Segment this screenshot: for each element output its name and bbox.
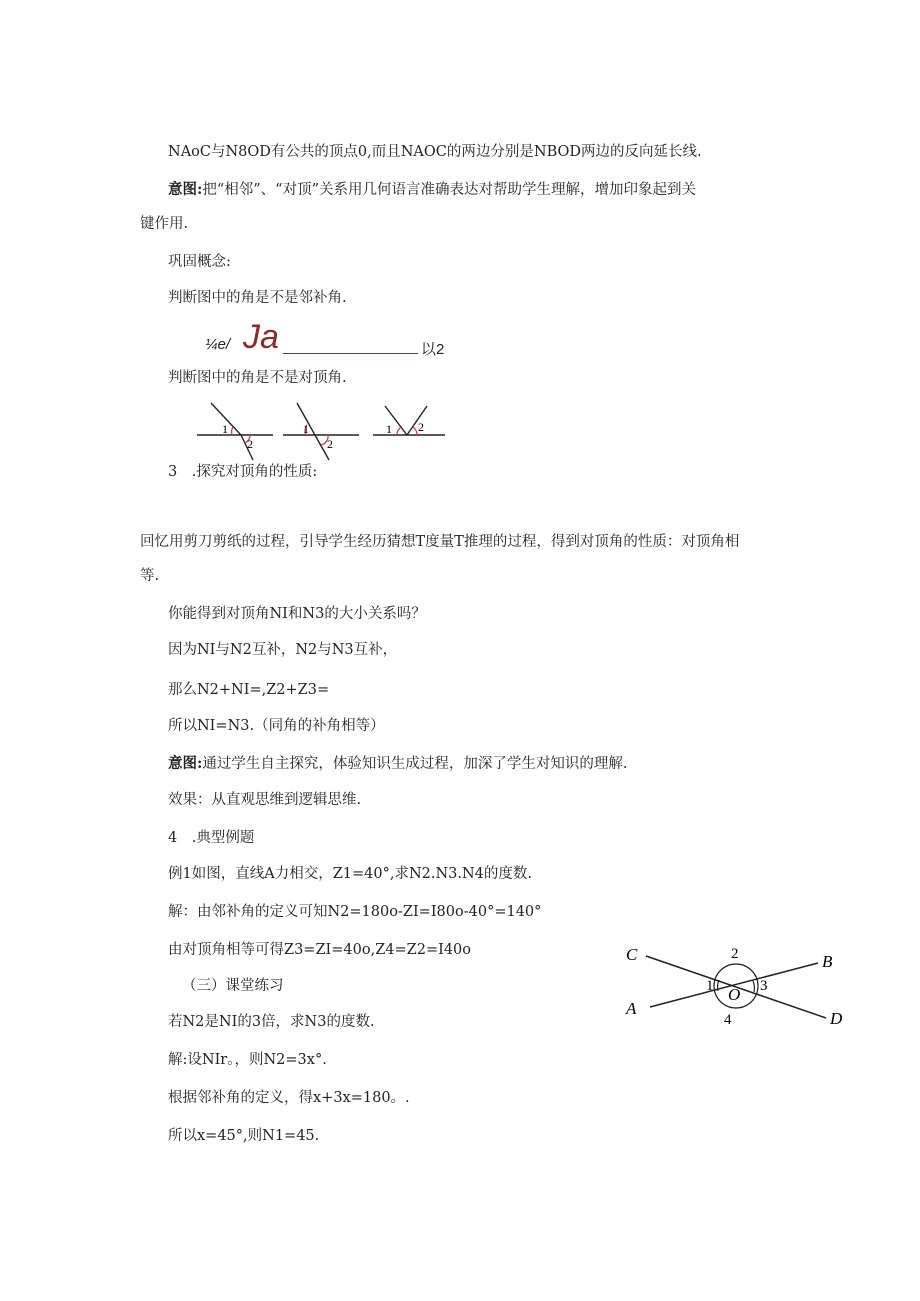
text-line-8: 回忆用剪刀剪纸的过程，引导学生经历猜想T度量T推理的过程，得到对顶角的性质：对顶角相	[140, 534, 740, 550]
point-A-label: A	[626, 999, 637, 1018]
adjacent-figure-right-label: 以2	[421, 341, 445, 358]
vertical-angle-figures	[195, 400, 450, 462]
point-O-label: O	[728, 985, 741, 1004]
point-C-label: C	[626, 945, 638, 964]
point-B-label: B	[822, 952, 833, 971]
point-D-label: D	[830, 1009, 843, 1028]
adjacent-figure-baseline	[283, 353, 418, 354]
intersecting-lines-figure	[620, 938, 855, 1033]
text-line-6: 判断图中的角是不是对顶角.	[168, 370, 347, 386]
angle-1-label: 1	[706, 978, 714, 994]
text-line-21: 若N2是NI的3倍，求N3的度数.	[168, 1014, 375, 1030]
text-line-14	[168, 754, 627, 774]
text-line-4: 巩固概念:	[168, 254, 231, 270]
vertical-figure-2	[283, 403, 359, 460]
intent-text: 把“相邻”、“对顶”关系用几何语言准确表达对帮助学生理解，增加印象起到关	[202, 182, 697, 198]
fig2-slanted-line	[297, 403, 329, 460]
adjacent-figure-mid-label: Ja	[243, 318, 279, 356]
intent-text-2: 通过学生自主探究，体验知识生成过程，加深了学生对知识的理解.	[202, 756, 628, 772]
text-line-16: 4 .典型例题	[168, 830, 255, 846]
text-line-5: 判断图中的角是不是邻补角.	[168, 290, 347, 306]
fig3-angle2-mark	[413, 427, 417, 435]
fig1-angle1-mark	[232, 427, 233, 435]
intent-label: 意图:	[168, 181, 203, 198]
text-line-19: 由对顶角相等可得Z3=ZI=40o,Z4=Z2=I40o	[168, 942, 471, 958]
angle-4-label: 4	[724, 1012, 732, 1028]
text-line-22: 解:设NIr。，则N2=3x°.	[168, 1052, 327, 1068]
angle-3-label: 3	[760, 978, 768, 994]
fig3-angle1-mark	[397, 427, 401, 435]
vertical-figure-3	[373, 406, 445, 436]
text-line-7: 3 .探究对顶角的性质:	[168, 464, 318, 480]
text-line-18: 解：由邻补角的定义可知N2=180o-ZI=I80o-40°=140°	[168, 904, 542, 920]
fig2-label-1: 1	[303, 422, 309, 436]
angle-2-label: 2	[731, 946, 739, 962]
text-line-24: 所以x=45°,则N1=45.	[168, 1128, 320, 1144]
fig3-right-ray	[407, 406, 427, 435]
fig3-label-2: 2	[418, 420, 424, 434]
fig2-label-2: 2	[327, 437, 333, 451]
text-line-12: 那么N2+NI=,Z2+Z3=	[168, 682, 330, 698]
text-line-20: （三）课堂练习	[182, 978, 284, 994]
text-line-3: 键作用.	[140, 216, 189, 232]
fig1-label-1: 1	[222, 422, 228, 436]
text-line-13: 所以NI=N3.（同角的补角相等）	[168, 718, 385, 734]
fig1-label-2: 2	[247, 437, 253, 451]
text-line-9: 等.	[140, 568, 160, 584]
adjacent-angle-figure	[205, 318, 450, 360]
text-line-2	[168, 180, 696, 200]
text-line-23: 根据邻补角的定义，得x+3x=180。.	[168, 1090, 410, 1106]
intent-label-2: 意图:	[168, 755, 203, 772]
vertical-figure-1	[197, 403, 273, 460]
text-line-15: 效果：从直观思维到逻辑思维.	[168, 792, 362, 808]
fig3-label-1: 1	[386, 422, 392, 436]
angle3-arc	[753, 981, 754, 992]
text-line-11: 因为NI与N2互补，N2与N3互补，	[168, 642, 398, 658]
adjacent-figure-left-label: ¼e/	[205, 336, 231, 353]
text-line-1: NAoC与N8OD有公共的顶点0,而且NAOC的两边分别是NBOD两边的反向延长线.	[168, 144, 702, 160]
text-line-17: 例1如图，直线A力相交，Z1=40°,求N2.N3.N4的度数.	[168, 866, 533, 882]
text-line-10: 你能得到对顶角NI和N3的大小关系吗？	[168, 606, 426, 622]
